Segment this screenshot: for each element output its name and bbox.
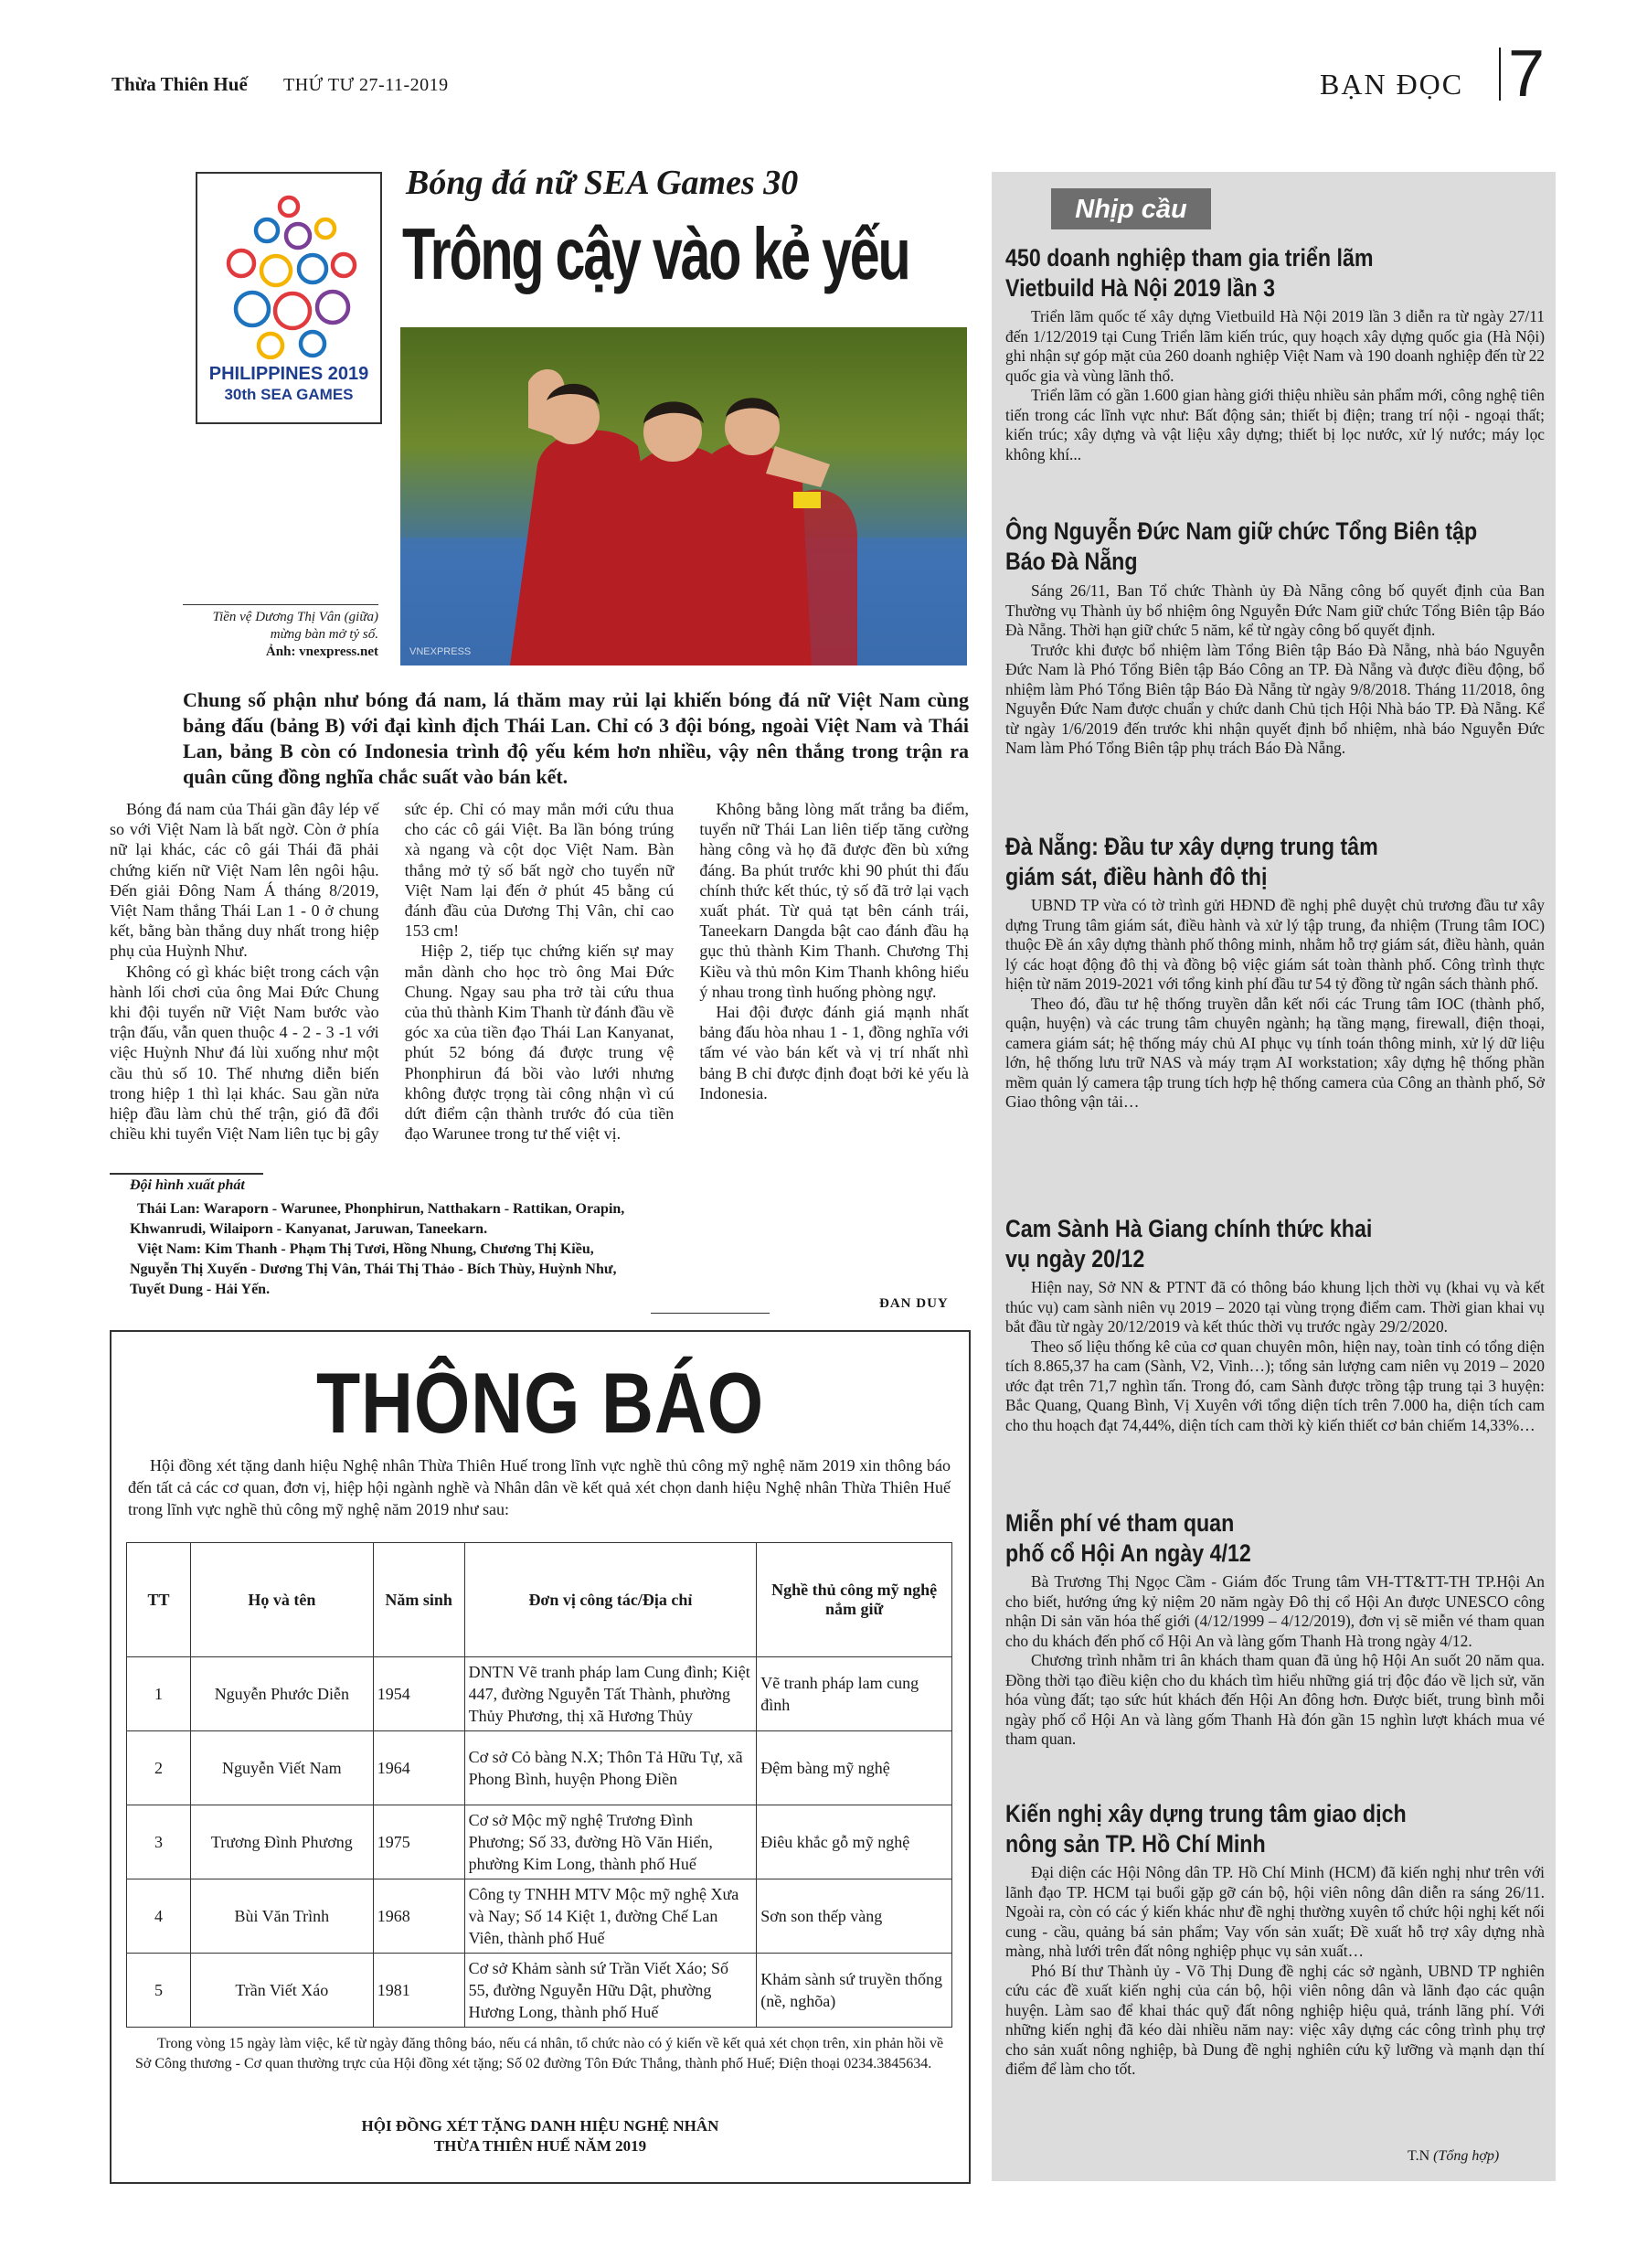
artisan-table [126, 1542, 952, 2028]
sidebar-paragraph: Đại diện các Hội Nông dân TP. Hồ Chí Minh (HCM) đã kiến nghị như trên với lãnh đạo TP. HCM tại buổi gặp gỡ cán bộ, hội viên nông dân diễn ra sáng 26/11. Ngoài ra, còn có các ý kiến khác như đề nghị thường xuyên tổ chức hội nghị kết nối cung - cầu, quảng bá sản phẩm; Vay vốn sản xuất; Đề xuất hỗ trợ xây dựng nhà màng, nhà lưới trên đất nông nghiệp phục vụ sản xuất… [1005, 1863, 1545, 1960]
lineup-thailand: Thái Lan: Waraporn - Warunee, Phonphirun, Natthakarn - Rattikan, Orapin, Khwanrudi, Wilaiporn - Kanyanat, Jaruwan, Taneekarn. [130, 1201, 625, 1237]
sidebar-article-body [1005, 581, 1545, 759]
sidebar-article-body [1005, 1863, 1545, 2080]
title-line: Ông Nguyễn Đức Nam giữ chức Tổng Biên tập [1005, 517, 1478, 545]
story-paragraph: Không bằng lòng mất trắng ba điểm, tuyển nữ Thái Lan liên tiếp tăng cường hàng công và họ đã được đền bù xứng đáng. Ba phút trước khi 90 phút thi đấu chính thức kết thúc, tỷ số đã trở lại vạch xuất phát. Từ quả tạt bên cánh trái, Taneekarn Dangda bật cao đánh đầu hạ gục thủ thành Kim Thanh. Chương Thị Kiều và thủ môn Kim Thanh không hiểu ý nhau trong tình huống phòng ngự. [699, 800, 969, 1001]
column-header: Nghề thủ công mỹ nghệ nắm giữ [757, 1543, 952, 1657]
section-name: BẠN ĐỌC [1320, 68, 1464, 101]
sidebar-article-title [1005, 1214, 1477, 1274]
cell-name: Nguyễn Phước Diễn [190, 1657, 373, 1731]
cell-address: Cơ sở Cỏ bàng N.X; Thôn Tả Hữu Tự, xã Phong Bình, huyện Phong Điền [464, 1731, 757, 1805]
notice-intro: Hội đồng xét tặng danh hiệu Nghệ nhân Thừa Thiên Huế trong lĩnh vực nghề thủ công mỹ nghệ năm 2019 xin thông báo đến tất cả các cơ quan, đơn vị, hiệp hội ngành nghề và Nhân dân về kết quả xét chọn danh hiệu Nghệ nhân Thừa Thiên Huế trong lĩnh vực nghề thủ công mỹ nghệ năm 2019 như sau: [128, 1456, 951, 1518]
cell-index: 2 [127, 1731, 191, 1805]
cell-birth-year: 1954 [373, 1657, 464, 1731]
sidebar-paragraph: Chương trình nhằm tri ân khách tham quan đã ủng hộ Hội An suốt 20 năm qua. Đồng thời tạo điều kiện cho du khách tìm hiểu những giá trị độc đáo về lịch sử, văn hóa vùng đất; tạo sức hút khách đến Hội An đông hơn. Được biết, trung bình mỗi ngày phố cổ Hội An và làng gốm Thanh Hà đón gần 15 nghìn lượt khách mua vé tham quan. [1005, 1651, 1545, 1748]
sidebar-article-body [1005, 896, 1545, 1113]
notice-signature [112, 2116, 969, 2156]
title-line: Vietbuild Hà Nội 2019 lần 3 [1005, 274, 1276, 302]
column-header: TT [127, 1543, 191, 1657]
title-line: Miễn phí vé tham quan [1005, 1509, 1235, 1537]
column-header: Họ và tên [190, 1543, 373, 1657]
story-paragraph: Không có gì khác biệt trong cách vận hành lối chơi của ông Mai Đức Chung khi đội tuyển nữ Việt Nam bước vào trận đấu, vẫn quen thuộc 4 - 2 - 3 -1 với việc Huỳnh Như đá lùi xuống như một cầu thủ số 10. Thế nhưng diễn biến trong hiệp 1 thì lại khác. Sau gần nửa hiệp đầu làm chủ thế trận, gió đã đổi chiều khi tuyển Việt Nam liên tục bị gây sức ép. Chỉ có may mắn mới cứu thua cho các cô gái Việt. Ba lần bóng trúng xà ngang và cột dọc Việt Nam. Bàn thắng mở tỷ số bất ngờ cho tuyển nữ Việt Nam lại đến ở phút 45 bằng cú đánh đầu của Dương Thị Vân, chỉ cao 153 cm! [110, 800, 675, 1144]
notice-footer: Trong vòng 15 ngày làm việc, kể từ ngày đăng thông báo, nếu cá nhân, tổ chức nào có ý kiến về kết quả xét chọn trên, xin phản hồi về Sở Công thương - Cơ quan thường trực của Hội đồng xét tặng; Số 02 đường Tôn Đức Thắng, thành phố Huế; Điện thoại 0234.3845634. [135, 2036, 944, 2071]
story-headline: Trông cậy vào kẻ yếu [402, 213, 909, 294]
newspaper-name: Thừa Thiên Huế [112, 73, 248, 95]
table-row [127, 1805, 952, 1879]
cell-address: Công ty TNHH MTV Mộc mỹ nghệ Xưa và Nay; Số 14 Kiệt 1, đường Chế Lan Viên, thành phố Huế [464, 1879, 757, 1954]
cell-birth-year: 1964 [373, 1731, 464, 1805]
cell-craft: Điêu khắc gỗ mỹ nghệ [757, 1805, 952, 1879]
lineup-vietnam: Việt Nam: Kim Thanh - Phạm Thị Tươi, Hồng Nhung, Chương Thị Kiều, Nguyễn Thị Xuyến - Dương Thị Vân, Thái Thị Thảo - Bích Thùy, Huỳnh Như, Tuyết Dung - Hải Yến. [130, 1241, 617, 1297]
table-header-row [127, 1543, 952, 1657]
title-line: giám sát, điều hành đô thị [1005, 863, 1268, 890]
cell-address: DNTN Vẽ tranh pháp lam Cung đình; Kiệt 447, đường Nguyễn Tất Thành, phường Thủy Phương, thị xã Hương Thủy [464, 1657, 757, 1731]
title-line: vụ ngày 20/12 [1005, 1245, 1145, 1272]
cell-name: Trương Đình Phương [190, 1805, 373, 1879]
sidebar-paragraph: Trước khi được bổ nhiệm làm Tổng Biên tập Báo Đà Nẵng, nhà báo Nguyễn Đức Nam là Phó Tổng Biên tập Báo Công an TP. Đà Nẵng và được điều động, bổ nhiệm làm Phó Tổng Biên tập Báo Đà Nẵng từ ngày 9/8/2018. Tháng 11/2018, ông Nguyễn Đức Nam được chuẩn y chức danh Chủ tịch Hội Nhà báo TP. Đà Nẵng. Kể từ ngày 1/6/2019 đến trước khi nhận quyết định bổ nhiệm, nhà báo Nguyễn Đức Nam làm Phó Tổng Biên tập phụ trách Báo Đà Nẵng. [1005, 640, 1545, 757]
cell-name: Nguyễn Viết Nam [190, 1731, 373, 1805]
cell-address: Cơ sở Mộc mỹ nghệ Trương Đình Phương; Số 33, đường Hồ Văn Hiển, phường Kim Long, thành phố Huế [464, 1805, 757, 1879]
sidebar-article-title [1005, 243, 1477, 303]
players-celebration-image [400, 327, 967, 665]
table-row [127, 1954, 952, 2028]
table-row [127, 1657, 952, 1731]
logo-text-line2: 30th SEA GAMES [224, 386, 354, 403]
sidebar-paragraph: Triển lãm có gần 1.600 gian hàng giới thiệu nhiều sản phẩm mới, công nghệ tiên tiến trong các lĩnh vực như: Bất động sản; thiết bị điện; trang trí nội - ngoại thất; kiến trúc; xây dựng và vật liệu xây dựng; thiết bị lọc nước, xử lý nước; máy lọc không khí... [1005, 386, 1545, 463]
cell-name: Trần Viết Xáo [190, 1954, 373, 2028]
caption-source: Ảnh: vnexpress.net [265, 644, 378, 659]
title-line: Đà Nẵng: Đầu tư xây dựng trung tâm [1005, 833, 1378, 860]
cell-birth-year: 1975 [373, 1805, 464, 1879]
caption-text: Tiền vệ Dương Thị Vân (giữa) mừng bàn mở tỷ số. [212, 610, 378, 642]
caption-rule [183, 604, 378, 605]
sidebar-paragraph: Hiện nay, Sở NN & PTNT đã có thông báo khung lịch thời vụ (khai vụ và kết thúc vụ) cam sành niên vụ 2019 – 2020 tại vùng trọng điểm cam. Thời gian khai vụ bắt đầu từ ngày 20/12/2019 và kết thúc thời vụ trước ngày 29/2/2020. [1005, 1278, 1545, 1336]
header-divider [1499, 48, 1501, 101]
signature-name: T.N [1408, 2148, 1430, 2164]
story-paragraph: Hiệp 2, tiếp tục chứng kiến sự may mắn dành cho học trò ông Mai Đức Chung. Ngay sau pha trở tài cứu thua của thủ thành Kim Thanh từ đánh đầu về góc xa của tiền đạo Thái Lan Kanyanat, phút 52 bóng đá được trung vệ Phonphirun đá bồi vào lưới nhưng không được trọng tài công nhận vì cú dứt điểm cận thành trước đó của tiền đạo Warunee trong tư thế việt vị. [404, 942, 675, 1144]
lineup-rule [110, 1173, 263, 1175]
sidebar-article-body [1005, 1278, 1545, 1435]
column-header: Năm sinh [373, 1543, 464, 1657]
cell-index: 1 [127, 1657, 191, 1731]
story-body [110, 799, 969, 1165]
cell-index: 4 [127, 1879, 191, 1954]
title-line: Kiến nghị xây dựng trung tâm giao dịch [1005, 1800, 1407, 1827]
photo-caption [183, 609, 378, 661]
notice-title: THÔNG BÁO [315, 1355, 765, 1451]
title-line: nông sản TP. Hồ Chí Minh [1005, 1830, 1266, 1858]
story-kicker: Bóng đá nữ SEA Games 30 [406, 164, 799, 202]
cell-index: 5 [127, 1954, 191, 2028]
cell-name: Bùi Văn Trình [190, 1879, 373, 1954]
table-row [127, 1731, 952, 1805]
cell-craft: Vẽ tranh pháp lam cung đình [757, 1657, 952, 1731]
sidebar-tag: Nhịp cầu [1051, 188, 1211, 229]
sidebar-paragraph: Theo số liệu thống kê của cơ quan chuyên môn, hiện nay, toàn tỉnh có tổng diện tích 8.865,37 ha cam (Sành, V2, Vinh…); tổng sản lượng cam niên vụ 2019 – 2020 ước đạt trên 71,7 nghìn tấn. Trong đó, cam Sành được trồng tập trung tại 3 huyện: Bắc Quang, Quang Bình, Vị Xuyên với tổng diện tích trên 7.000 ha, diện tích cam cho thu hoạch đạt 74,44%, diện tích cam thời kỳ kiến thiết cơ bản chiếm 14,33%… [1005, 1336, 1545, 1434]
sidebar-signature [1408, 2148, 1499, 2165]
cell-craft: Đệm bàng mỹ nghệ [757, 1731, 952, 1805]
column-header: Đơn vị công tác/Địa chỉ [464, 1543, 757, 1657]
page-number: 7 [1508, 37, 1546, 111]
cell-craft: Khảm sành sứ truyền thống (nề, nghõa) [757, 1954, 952, 2028]
cell-address: Cơ sở Khảm sành sứ Trần Viết Xáo; Số 55, đường Nguyễn Hữu Dật, phường Hương Long, thành phố Huế [464, 1954, 757, 2028]
sidebar-article-title [1005, 1508, 1477, 1569]
table-row [127, 1879, 952, 1954]
notice-signature-line1: HỘI ĐỒNG XÉT TẶNG DANH HIỆU NGHỆ NHÂN [361, 2117, 719, 2135]
sidebar-paragraph: UBND TP vừa có tờ trình gửi HĐND đề nghị phê duyệt chủ trương đầu tư xây dựng Trung tâm giám sát, điều hành và xử lý tập trung, đa nhiệm (Trung tâm IOC) thuộc Đề án xây dựng thành phố thông minh, nhằm hỗ trợ giám sát, điều hành, quản lý các hoạt động đô thị và đồng bộ việc giám sát toàn thành phố. Công trình thực hiện từ năm 2019-2021 với tổng kinh phí đầu tư 54 tỷ đồng từ ngân sách thành phố. [1005, 896, 1545, 993]
title-line: 450 doanh nghiệp tham gia triển lãm [1005, 244, 1374, 272]
sidebar-article-body [1005, 1572, 1545, 1750]
sidebar-article-title [1005, 832, 1477, 892]
lineup-heading: Đội hình xuất phát [130, 1177, 245, 1193]
story-paragraph: Bóng đá nam của Thái gần đây lép vế so với Việt Nam là bất ngờ. Còn ở phía nữ lại khác, các cô gái Thái đã phải chứng kiến nữ Việt Nam lên ngôi hậu. Đến giải Đông Nam Á tháng 8/2019, Việt Nam thắng Thái Lan 1 - 0 ở chung kết, bằng bàn thắng duy nhất trong hiệp phụ của Huỳnh Như. [110, 800, 379, 961]
cell-craft: Sơn son thếp vàng [757, 1879, 952, 1954]
story-lead: Chung số phận như bóng đá nam, lá thăm may rủi lại khiến bóng đá nữ Việt Nam cùng bảng đấu (bảng B) với đại kình địch Thái Lan. Chỉ có 3 đội bóng, ngoài Việt Nam và Thái Lan, bảng B còn có Indonesia trình độ yếu kém hơn nhiều, vậy nên thắng trong trận ra quân cũng đồng nghĩa chắc suất vào bán kết. [183, 688, 969, 788]
sidebar-article-title [1005, 516, 1477, 577]
sidebar-paragraph: Theo đó, đầu tư hệ thống truyền dẫn kết nối các Trung tâm IOC (thành phố, quận, huyện) và các trung tâm chuyên ngành; hạ tầng mạng, firewall, điện thoại, camera giám sát; hệ thống máy chủ AI phục vụ tính toán thông minh, xử lý dữ liệu lớn, hệ thống lưu trữ NAS và máy trạm AI workstation; xây dựng hệ thống phần mềm quản lý camera tập trung tích hợp hệ thống camera của Công an thành phố, Sở Giao thông vận tải… [1005, 994, 1545, 1111]
sidebar-article-title [1005, 1799, 1477, 1859]
story-byline: ĐAN DUY [879, 1296, 949, 1311]
title-line: Báo Đà Nẵng [1005, 548, 1138, 575]
issue-date: THỨ TƯ 27-11-2019 [283, 75, 449, 95]
cell-index: 3 [127, 1805, 191, 1879]
story-paragraph: Hai đội được đánh giá mạnh nhất bảng đấu hòa nhau 1 - 1, đồng nghĩa với tấm vé vào bán kết và vị trí nhất nhì bảng B chỉ được định đoạt bởi kẻ yếu là Indonesia. [699, 1003, 969, 1102]
sidebar-paragraph: Bà Trương Thị Ngọc Cầm - Giám đốc Trung tâm VH-TT&TT-TH TP.Hội An cho biết, hướng ứng kỷ niệm 20 năm ngày Đô thị cổ Hội An được UNESCO công nhận Di sản văn hóa thế giới (4/12/1999 – 4/12/2019), đơn vị sẽ miễn vé tham quan cho du khách đến phố cổ Hội An và làng gốm Thanh Hà trong ngày 4/12. [1005, 1572, 1545, 1650]
notice-box [110, 1330, 971, 2184]
cell-birth-year: 1981 [373, 1954, 464, 2028]
story-photo [400, 327, 967, 665]
cell-birth-year: 1968 [373, 1879, 464, 1954]
sidebar-paragraph: Triển lãm quốc tế xây dựng Vietbuild Hà Nội 2019 lần 3 diễn ra từ ngày 27/11 đến 1/12/2019 tại Cung Triển lãm kiến trúc, quy hoạch xây dựng quốc gia (Hà Nội) ghi nhận sự góp mặt của 260 doanh nghiệp Việt Nam và 190 doanh nghiệp đến từ 22 quốc gia và vùng lãnh thổ. [1005, 307, 1545, 385]
sidebar-paragraph: Phó Bí thư Thành ủy - Võ Thị Dung đề nghị các sở ngành, UBND TP nghiên cứu các đề xuất kiến nghị của cán bộ, hội viên nông dân và lãnh đạo các quận huyện. Làm sao để khai thác quỹ đất nông nghiệp hiệu quả, tránh lãng phí. Với những kiến nghị đã kéo dài nhiều năm nay: việc xây dựng các công trình phụ trợ cho sản xuất nông nghiệp, bà Dung đề nghị nghiên cứu kỹ lưỡng và mạnh dạn thí điểm để làm cho tốt. [1005, 1961, 1545, 2078]
title-line: Cam Sành Hà Giang chính thức khai [1005, 1215, 1373, 1242]
title-line: phố cổ Hội An ngày 4/12 [1005, 1539, 1251, 1567]
sidebar-article-body [1005, 307, 1545, 464]
logo-text-line1: PHILIPPINES 2019 [208, 364, 369, 384]
byline-rule [651, 1313, 770, 1314]
notice-signature-line2: THỪA THIÊN HUẾ NĂM 2019 [433, 2137, 647, 2155]
signature-note: (Tổng hợp) [1433, 2148, 1500, 2164]
sea-games-logo [196, 172, 382, 424]
lineup-box [130, 1199, 642, 1300]
sidebar-paragraph: Sáng 26/11, Ban Tổ chức Thành ủy Đà Nẵng công bố quyết định của Ban Thường vụ Thành ủy bổ nhiệm ông Nguyễn Đức Nam giữ chức Tổng Biên tập Báo Đà Nẵng. Thời hạn giữ chức 5 năm, kể từ ngày công bố quyết định. [1005, 581, 1545, 639]
svg-text:VNEXPRESS: VNEXPRESS [409, 646, 472, 657]
